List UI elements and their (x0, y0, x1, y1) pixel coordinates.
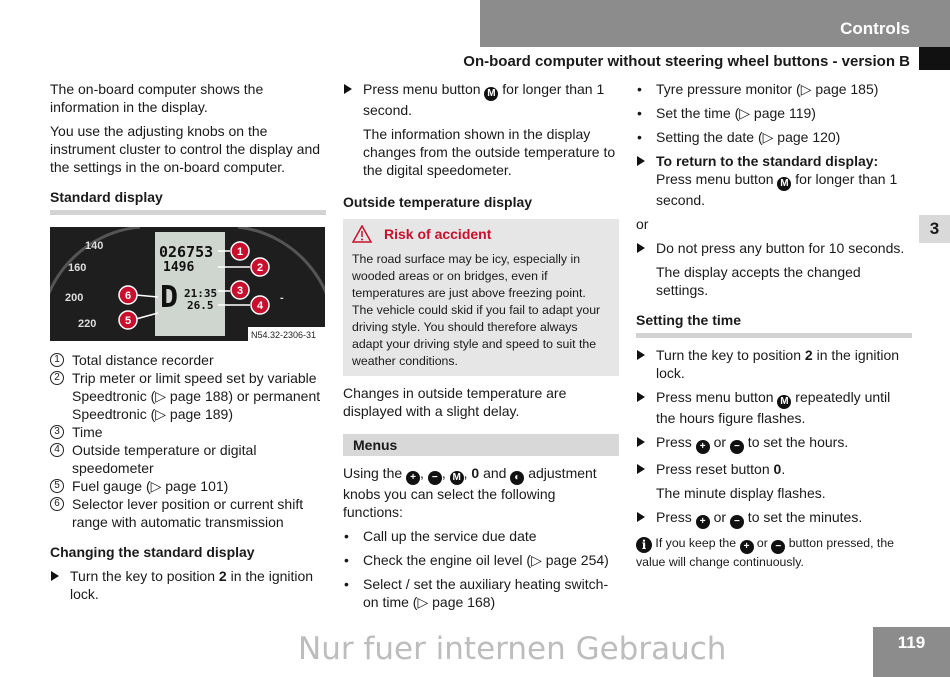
bullet-item: • Tyre pressure monitor (▷ page 185) (636, 80, 912, 98)
bullet-item: • Select / set the auxiliary heating switch-on time (▷ page 168) (343, 575, 619, 611)
menus-heading: Menus (343, 434, 619, 456)
legend-item: 3 Time (50, 423, 326, 441)
legend-item: 2 Trip meter or limit speed set by variable Speedtronic (▷ page 188) or permanent Speedtronic (▷ page 189) (50, 369, 326, 423)
plus-button-icon: + (696, 440, 710, 454)
step-time-2: Press menu button M repeatedly until the hours figure flashes. (636, 388, 912, 427)
bullet-item: • Call up the service due date (343, 527, 619, 545)
svg-text:6: 6 (124, 290, 132, 302)
step-no-press: Do not press any button for 10 seconds. (636, 239, 912, 257)
instrument-cluster-image (50, 227, 325, 341)
legend-item: 4 Outside temperature or digital speedometer (50, 441, 326, 477)
bullet-item: • Set the time (▷ page 119) (636, 104, 912, 122)
warning-box (343, 219, 619, 376)
heading-changing-display: Changing the standard display (50, 544, 255, 560)
minute-text: The minute display flashes. (656, 485, 826, 501)
bullet-item: • Setting the date (▷ page 120) (636, 128, 912, 146)
minus-button-icon: − (771, 540, 785, 554)
legend-item: 5 Fuel gauge (▷ page 101) (50, 477, 326, 495)
knob-icon: ◐ (510, 471, 524, 485)
svg-text:160: 160 (68, 262, 87, 274)
svg-text:5: 5 (124, 315, 132, 327)
step-time-5: Press + or − to set the minutes. (636, 508, 912, 529)
minus-button-icon: − (730, 440, 744, 454)
plus-button-icon: + (740, 540, 754, 554)
svg-text:3: 3 (236, 285, 244, 297)
minus-button-icon: − (428, 471, 442, 485)
heading-standard-display: Standard display (50, 188, 326, 215)
svg-text:-: - (280, 292, 284, 304)
minus-button-icon: − (730, 515, 744, 529)
accepts-text: The display accepts the changed settings. (656, 264, 861, 298)
step-press-menu: Press menu button M for longer than 1 second. (343, 80, 619, 119)
bullet-item: • Check the engine oil level (▷ page 254) (343, 551, 619, 569)
menu-button-icon: M (450, 471, 464, 485)
warning-text: The road surface may be icy, especially in wooded areas or on bridges, even if temperatures are just above freezing point. The vehicle could skid if you fail to adapt your driving style. You should therefore always adapt your driving style and speed to suit the weather conditions. (352, 252, 601, 368)
info-icon: i (636, 537, 652, 553)
column-2 (343, 80, 619, 617)
header-bar (480, 0, 950, 47)
legend-item: 6 Selector lever position or current shift range with automatic transmission (50, 495, 326, 531)
temp-reading: 26.5 (187, 299, 214, 312)
using-text: Using the + , − , M , 0 and ◐ adjustment knobs you can select the following functions: (343, 465, 597, 520)
column-1 (50, 80, 326, 609)
legend-item: 1 Total distance recorder (50, 351, 326, 369)
page-number: 119 (873, 627, 950, 677)
odometer-reading: 026753 (159, 243, 214, 261)
gear-reading: D (160, 280, 179, 315)
step-time-3: Press + or − to set the hours. (636, 433, 912, 454)
chapter-tab: 3 (919, 215, 950, 243)
svg-text:1: 1 (236, 246, 244, 258)
warning-triangle-icon (352, 225, 372, 243)
menu-button-icon: M (777, 177, 791, 191)
changes-text: Changes in outside temperature are displayed with a slight delay. (343, 385, 567, 419)
step-turn-key: Turn the key to position 2 in the ignition lock. (50, 567, 326, 603)
column-3 (636, 80, 912, 570)
svg-text:2: 2 (256, 262, 264, 274)
heading-outside-temp: Outside temperature display (343, 194, 533, 210)
step-return-standard: To return to the standard display: Press menu button M for longer than 1 second. (636, 152, 912, 209)
time-reading: 21:35 (184, 287, 218, 300)
intro-text-2: You use the adjusting knobs on the instrument cluster to control the display and the settings in the on-board computer. (50, 123, 321, 175)
menu-button-icon: M (484, 87, 498, 101)
svg-text:140: 140 (85, 240, 104, 252)
info-text: The information shown in the display changes from the outside temperature to the digital speedometer. (363, 126, 616, 178)
svg-text:200: 200 (65, 292, 84, 304)
black-tab (919, 47, 950, 70)
svg-text:220: 220 (78, 318, 97, 330)
step-time-4: Press reset button 0. (636, 460, 912, 478)
trip-reading: 1496 (163, 260, 195, 275)
legend-list (50, 351, 326, 531)
image-code: N54.32-2306-31 (251, 330, 317, 340)
or-text: or (636, 216, 649, 232)
heading-setting-time: Setting the time (636, 311, 912, 338)
page-subtitle: On-board computer without steering wheel buttons - version B (463, 53, 910, 70)
menu-button-icon: M (777, 395, 791, 409)
step-time-1: Turn the key to position 2 in the ignition lock. (636, 346, 912, 382)
plus-button-icon: + (406, 471, 420, 485)
svg-text:4: 4 (256, 300, 264, 312)
intro-text-1: The on-board computer shows the information in the display. (50, 81, 264, 115)
watermark: Nur fuer internen Gebrauch (298, 631, 727, 667)
plus-button-icon: + (696, 515, 710, 529)
warning-title: Risk of accident (384, 225, 492, 242)
section-title: Controls (840, 19, 910, 38)
info-note: i If you keep the + or − button pressed, the value will change continuously. (636, 536, 894, 569)
